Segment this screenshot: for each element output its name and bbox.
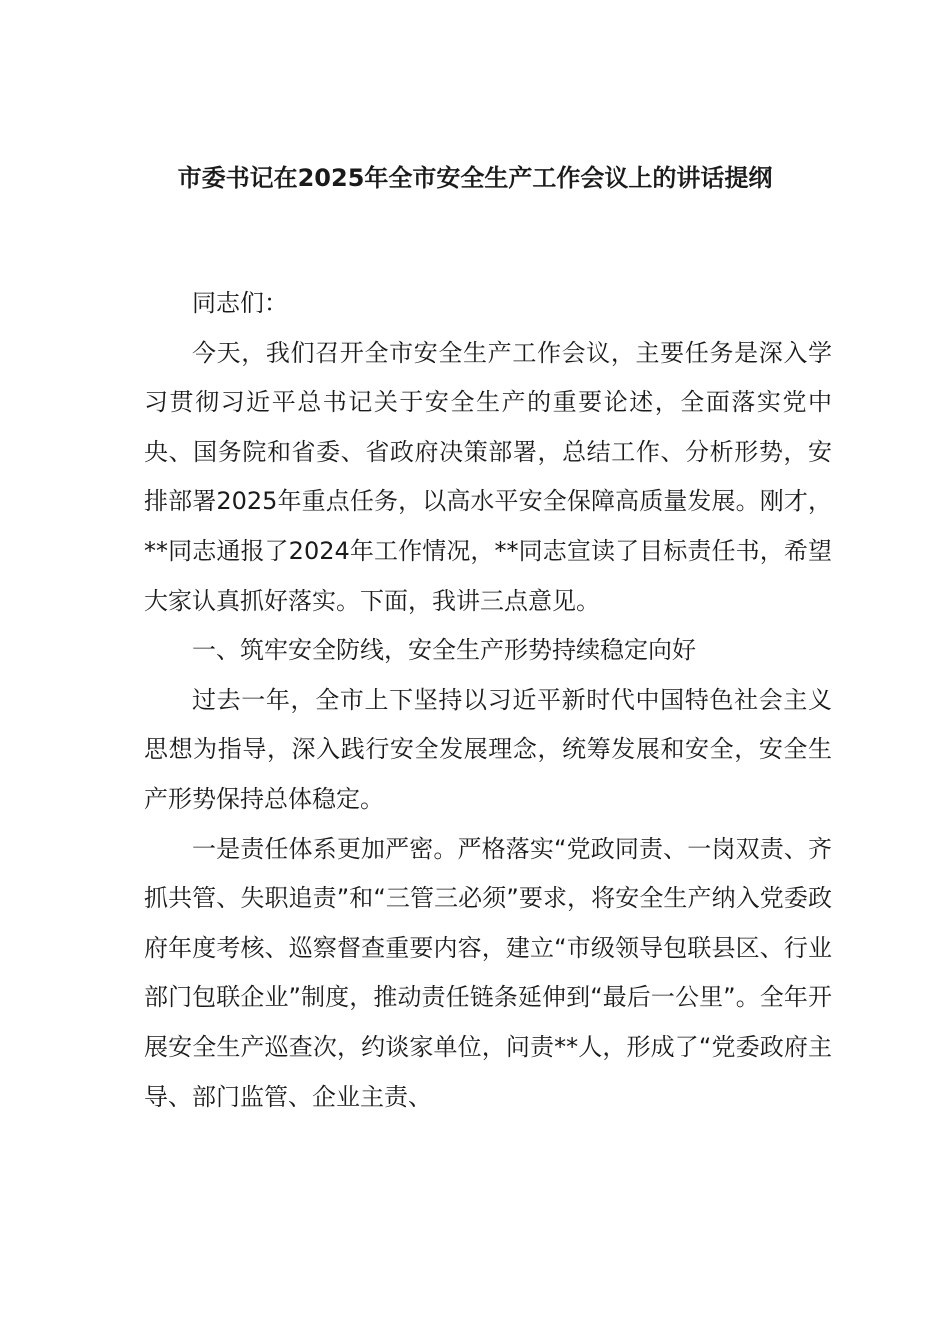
document-title: 市委书记在2025年全市安全生产工作会议上的讲话提纲 — [177, 164, 773, 192]
section-paragraph: 过去一年，全市上下坚持以习近平新时代中国特色社会主义思想为指导，深入践行安全发展理念，统筹发展和安全，安全生产形势保持总体稳定。 — [144, 685, 832, 813]
salutation-paragraph: 同志们： — [192, 289, 288, 317]
section-paragraph: 一是责任体系更加严密。严格落实“党政同责、一岗双责、齐抓共管、失职追责”和“三管三必须”要求，将安全生产纳入党委政府年度考核、巡察督查重要内容，建立“市级领导包联县区、行业部门包联企业”制度，推动责任链条延伸到“最后一公里”。全年开展安全生产巡查次，约谈家单位，问责**人，形成了“党委政府主导、部门监管、企业主责、 — [144, 834, 832, 1111]
document-body — [144, 279, 832, 1122]
section-heading: 一、筑牢安全防线，安全生产形势持续稳定向好 — [192, 636, 696, 665]
intro-paragraph: 今天，我们召开全市安全生产工作会议，主要任务是深入学习贯彻习近平总书记关于安全生产的重要论述，全面落实党中央、国务院和省委、省政府决策部署，总结工作、分析形势，安排部署2025年重点任务，以高水平安全保障高质量发展。刚才，**同志通报了2024年工作情况，**同志宣读了目标责任书，希望大家认真抓好落实。下面，我讲三点意见。 — [144, 338, 832, 615]
